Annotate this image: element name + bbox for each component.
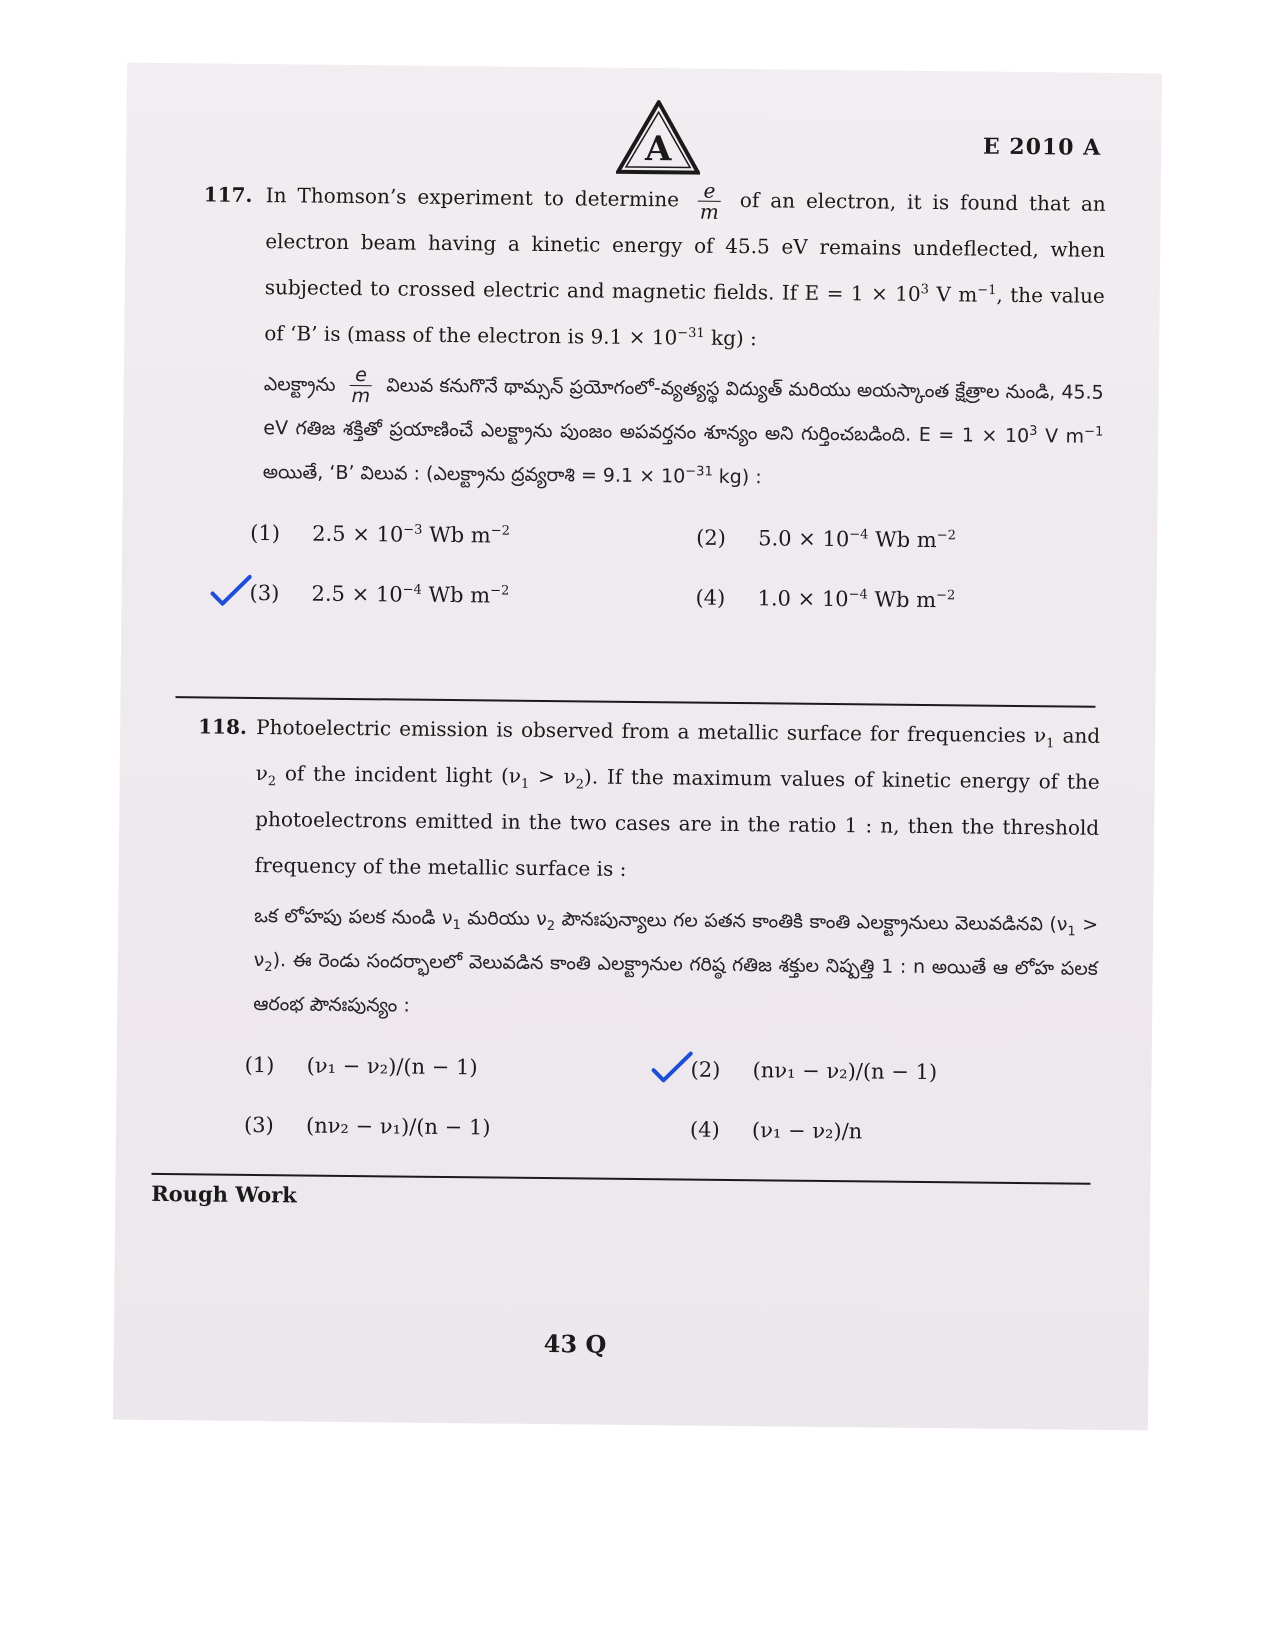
question-118-options <box>244 1040 1097 1159</box>
series-letter: A <box>644 129 672 170</box>
option-2[interactable]: (2) $5.0 \times 10^{-4}$ Wb $m^{-2}$ <box>696 525 957 553</box>
question-118-english: Photoelectric emission is observed from a metallic surface for frequencies $\nu_1$ and $\nu_2$ of the incident light $(\nu_1 > \nu_2)$. If the maximum values of kinetic energy of the photoelectrons emitted in the two cases are in the ratio 1 : n, then the threshold frequency of the metallic surface is : <box>254 715 1101 881</box>
option-4[interactable]: (4) $1.0 \times 10^{-4}$ Wb $m^{-2}$ <box>695 585 956 613</box>
question-117 <box>199 171 1106 626</box>
page-number: 43 Q <box>543 1329 607 1359</box>
e-over-m-fraction: $\frac{e}{m}$ <box>698 181 721 222</box>
question-118-telugu: ఒక లోహపు పలక నుండి $\nu_1$ మరియు $\nu_2$ పౌనఃపున్యాలు గల పతన కాంతికి కాంతి ఎలక్ట్రానులు వెలువడినవి $(\nu_1 > \nu_2)$. ఈ రెండు సందర్భాలలో వెలువడిన కాంతి ఎలక్ట్రానుల గరిష్ఠ గతిజ శక్తుల నిష్పత్తి 1 : n అయితే ఆ లోహ పలక ఆరంభ పౌనఃపున్యం : <box>253 904 1099 1017</box>
option-4[interactable]: (4) (ν₁ − ν₂)/n <box>689 1117 863 1144</box>
checkmark-icon <box>209 574 251 608</box>
question-118 <box>194 703 1101 1158</box>
checkmark-icon <box>650 1050 692 1084</box>
option-1[interactable]: (1) (ν₁ − ν₂)/(n − 1) <box>244 1052 478 1080</box>
question-number: 117. <box>203 182 253 207</box>
option-3[interactable]: (3) (nν₂ − ν₁)/(n − 1) <box>243 1112 491 1140</box>
rough-work-label: Rough Work <box>151 1180 297 1208</box>
question-117-options <box>249 508 1102 627</box>
series-a-logo <box>616 100 701 177</box>
e-over-m-fraction: $\frac{e}{m}$ <box>349 365 372 406</box>
scanned-page <box>113 63 1162 1431</box>
question-117-english: In Thomson’s experiment to determine $\frac{e}{m}$ of an electron, it is found that an electron beam having a kinetic energy of 45.5 eV remains undeflected, when subjected to crossed electric and magnetic fields. If $E = 1 \times 10^3$ V $m^{-1}$, the value of ‘B’ is (mass of the electron is $9.1 \times 10^{-31}$ kg) : <box>264 178 1106 351</box>
question-number: 118. <box>198 714 248 739</box>
option-2[interactable]: (2) (nν₁ − ν₂)/(n − 1) <box>690 1045 1097 1099</box>
booklet-code: E 2010 A <box>982 133 1102 161</box>
question-117-telugu: ఎలక్ట్రాను $\frac{e}{m}$ విలువ కనుగొనే థామ్సన్ ప్రయోగంలో-వ్యత్యస్థ విద్యుత్ మరియు అయస్కాంత క్షేత్రాల నుండి, 45.5 eV గతిజ శక్తితో ప్రయాణించే ఎలక్ట్రాను పుంజం అపవర్తనం శూన్యం అని గుర్తించబడింది. $E = 1 \times 10^3$ V $m^{-1}$ అయితే, ‘B’ విలువ : (ఎలక్ట్రాను ద్రవ్యరాశి = $9.1 \times 10^{-31}$ kg) : <box>262 364 1104 489</box>
option-3[interactable]: (3) $2.5 \times 10^{-4}$ Wb $m^{-2}$ <box>249 568 656 622</box>
option-1[interactable]: (1) $2.5 \times 10^{-3}$ Wb $m^{-2}$ <box>250 520 511 548</box>
